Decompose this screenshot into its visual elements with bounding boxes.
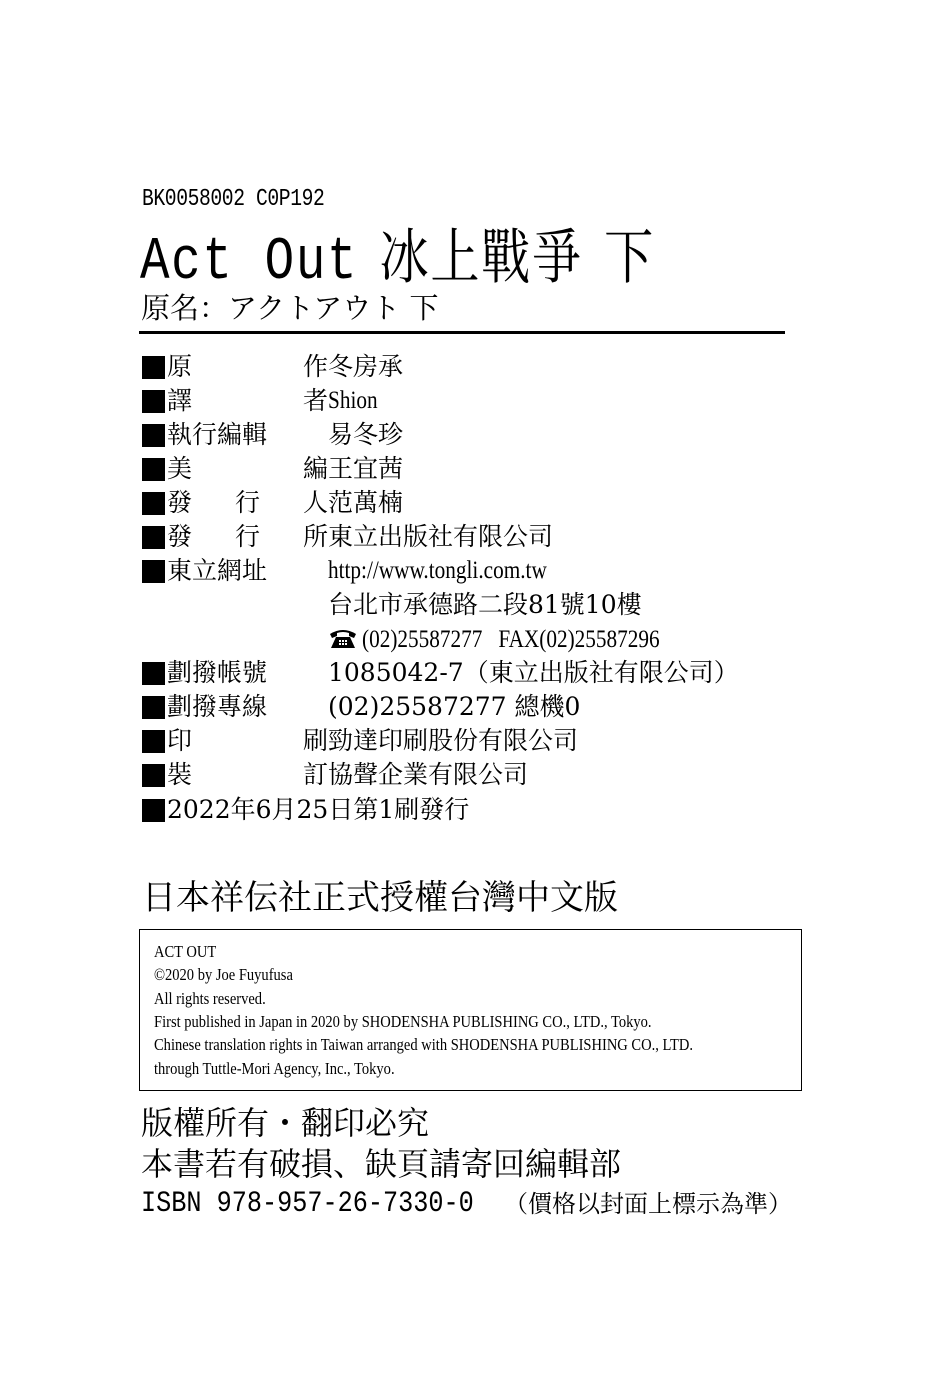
phone-line bbox=[328, 622, 712, 657]
credit-label-part: 劃撥專線 bbox=[167, 692, 268, 721]
credit-label-part: 行 bbox=[234, 522, 260, 551]
bullet-square-icon bbox=[142, 356, 165, 379]
credit-label bbox=[167, 418, 328, 452]
credit-label-part: 原 bbox=[167, 352, 193, 381]
credit-label-part: 發 bbox=[167, 488, 193, 517]
address-street: 台北市承德路二段81號10樓 bbox=[328, 590, 642, 619]
credit-row bbox=[142, 520, 554, 554]
credit-value: 冬房承 bbox=[328, 352, 404, 381]
credit-row bbox=[142, 486, 404, 520]
credit-label-part: 者 bbox=[302, 386, 328, 415]
title-divider bbox=[139, 331, 785, 334]
credit-value: 協聲企業有限公司 bbox=[328, 760, 529, 789]
copyright-line: First published in Japan in 2020 by SHODENSHA PUBLISHING CO., LTD., Tokyo. bbox=[154, 1011, 652, 1031]
credit-label bbox=[167, 554, 328, 588]
telephone-icon bbox=[328, 627, 358, 649]
fax-number: FAX(02)25587296 bbox=[498, 626, 660, 653]
credit-label-part: 劃撥帳號 bbox=[167, 658, 268, 687]
credit-value: 東立出版社有限公司 bbox=[328, 522, 554, 551]
credit-label bbox=[167, 690, 328, 724]
credit-label-part: 人 bbox=[302, 488, 328, 517]
credit-row bbox=[142, 418, 404, 452]
credit-label-part: 譯 bbox=[167, 386, 193, 415]
bullet-square-icon bbox=[142, 526, 165, 549]
credit-value: 易冬珍 bbox=[328, 420, 404, 449]
copyright-line: All rights reserved. bbox=[154, 988, 266, 1008]
credit-label-part: 編 bbox=[302, 454, 328, 483]
title-cjk: 冰上戰爭 bbox=[379, 223, 583, 293]
credit-label-part: 裝 bbox=[167, 760, 193, 789]
credit-label-part: 訂 bbox=[302, 760, 328, 789]
price-note: （價格以封面上標示為準） bbox=[504, 1190, 792, 1218]
license-heading: 日本祥伝社正式授權台灣中文版 bbox=[142, 878, 618, 918]
credit-label-part: 所 bbox=[302, 522, 328, 551]
bullet-square-icon bbox=[142, 662, 165, 685]
publication-date: 2022年6月25日第1刷發行 bbox=[167, 795, 470, 824]
damage-notice: 本書若有破損、缺頁請寄回編輯部 bbox=[141, 1145, 622, 1183]
credit-value: 勁達印刷股份有限公司 bbox=[328, 726, 579, 755]
credit-value: http://www.tongli.com.tw bbox=[328, 557, 547, 584]
credit-row bbox=[142, 724, 579, 758]
credit-label-part: 刷 bbox=[302, 726, 328, 755]
credit-label bbox=[167, 724, 328, 758]
credit-label-part: 作 bbox=[302, 352, 328, 381]
bullet-square-icon bbox=[142, 696, 165, 719]
credit-label bbox=[167, 452, 328, 486]
publication-date-row bbox=[142, 793, 469, 827]
copyright-box bbox=[139, 929, 802, 1091]
credit-value: 王宜茜 bbox=[328, 454, 404, 483]
credit-label-part: 執行編輯 bbox=[167, 420, 268, 449]
bullet-square-icon bbox=[142, 492, 165, 515]
credit-row bbox=[142, 452, 404, 486]
copyright-line: through Tuttle-Mori Agency, Inc., Tokyo. bbox=[154, 1058, 395, 1078]
book-title bbox=[140, 222, 655, 299]
credit-label-part: 行 bbox=[234, 488, 260, 517]
bullet-square-icon bbox=[142, 458, 165, 481]
credit-label bbox=[167, 486, 328, 520]
credit-label bbox=[167, 656, 328, 690]
original-title: 原名：アクトアウト 下 bbox=[141, 291, 439, 325]
title-volume: 下 bbox=[604, 223, 655, 293]
credit-row bbox=[142, 384, 378, 418]
credit-value: Shion bbox=[328, 387, 378, 414]
credit-row bbox=[142, 554, 547, 588]
catalog-code: BK0058002 C0P192 bbox=[142, 186, 325, 213]
bullet-square-icon bbox=[142, 799, 165, 822]
credit-label bbox=[167, 520, 328, 554]
rights-reserved: 版權所有・翻印必究 bbox=[141, 1104, 430, 1142]
credit-label bbox=[167, 758, 328, 792]
bullet-square-icon bbox=[142, 764, 165, 787]
credit-value: (02)25587277 總機0 bbox=[328, 692, 581, 721]
copyright-line: ACT OUT bbox=[154, 942, 217, 961]
bullet-square-icon bbox=[142, 424, 165, 447]
copyright-line: ©2020 by Joe Fuyufusa bbox=[154, 965, 293, 985]
credit-label bbox=[167, 384, 328, 418]
isbn: ISBN 978-957-26-7330-0 bbox=[141, 1187, 474, 1221]
credit-label-part: 印 bbox=[167, 726, 193, 755]
credit-label bbox=[167, 350, 328, 384]
credit-label-part: 美 bbox=[167, 454, 193, 483]
credit-label-part: 發 bbox=[167, 522, 193, 551]
bullet-square-icon bbox=[142, 730, 165, 753]
credit-label-part: 東立網址 bbox=[167, 556, 268, 585]
credit-row bbox=[142, 350, 404, 384]
credit-value: 1085042-7（東立出版社有限公司） bbox=[328, 658, 739, 687]
bullet-square-icon bbox=[142, 390, 165, 413]
bullet-square-icon bbox=[142, 560, 165, 583]
credit-row bbox=[142, 690, 581, 724]
copyright-line: Chinese translation rights in Taiwan arranged with SHODENSHA PUBLISHING CO., LTD. bbox=[154, 1035, 694, 1055]
title-latin: Act Out bbox=[140, 229, 359, 297]
credit-row bbox=[142, 758, 529, 792]
credit-value: 范萬楠 bbox=[328, 488, 404, 517]
phone-number: (02)25587277 bbox=[362, 626, 483, 653]
credit-row bbox=[142, 656, 739, 690]
